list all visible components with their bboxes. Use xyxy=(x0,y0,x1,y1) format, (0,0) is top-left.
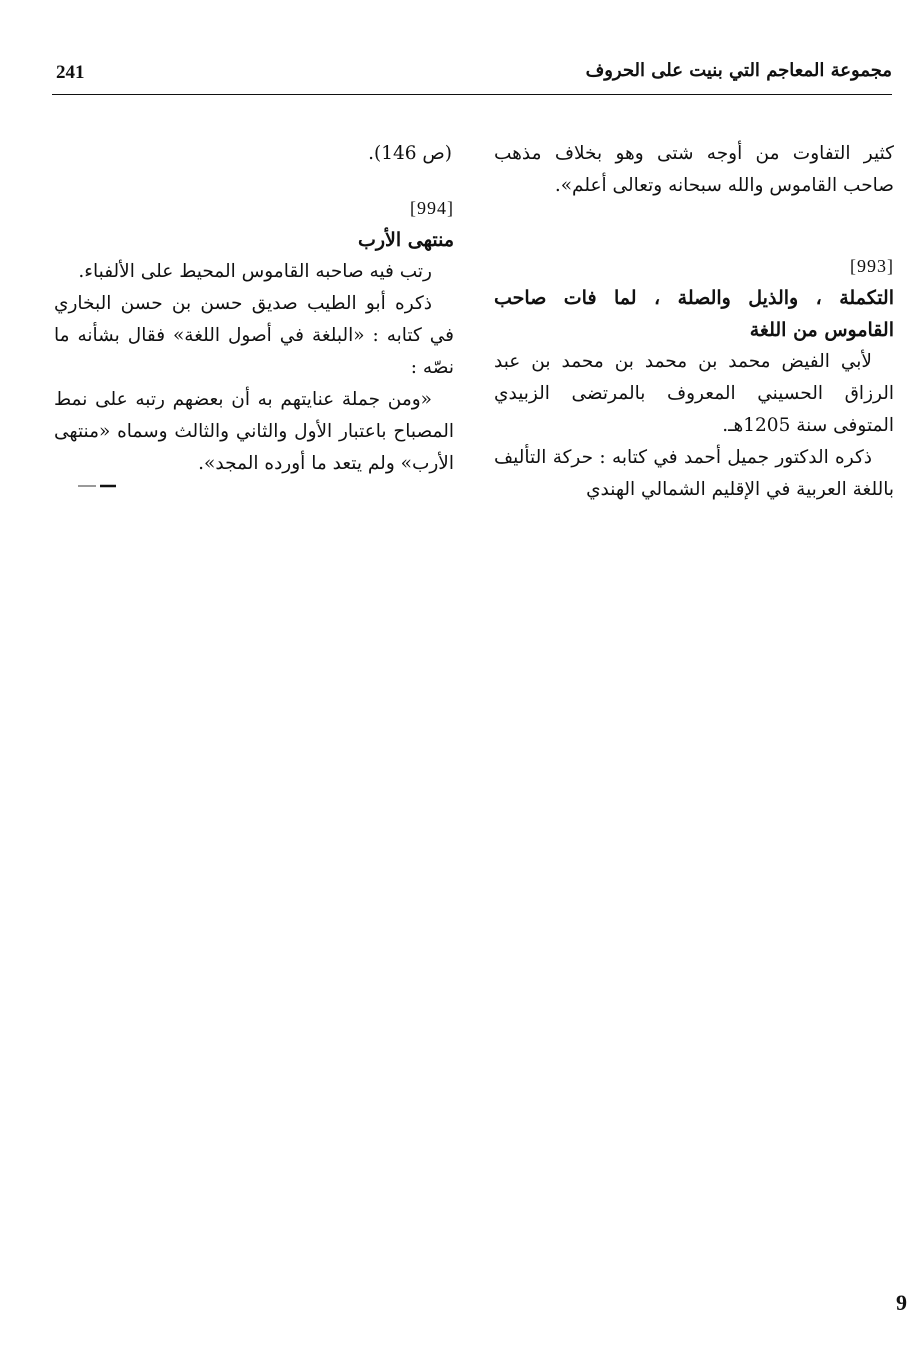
left-column xyxy=(54,138,454,480)
entry-number-994: [994] xyxy=(410,198,454,218)
entry-line-994-2: ذكره أبو الطيب صديق حسن بن حسن البخاري في كتابه : «البلغة في أصول اللغة» فقال بشأنه ما نصّه : xyxy=(54,293,454,378)
page-header xyxy=(52,56,892,95)
page-number: 241 xyxy=(56,62,85,83)
running-title: مجموعة المعاجم التي بنيت على الحروف xyxy=(585,60,892,81)
end-ornament xyxy=(78,484,118,488)
entry-author-993: لأبي الفيض محمد بن محمد بن محمد بن عبد الرزاق الحسيني المعروف بالمرتضى الزبيدي المتوفى سنة 1205هـ. xyxy=(494,351,894,436)
entry-title-994: منتهى الأرب xyxy=(357,229,454,251)
page-citation: (ص 146). xyxy=(368,143,452,164)
corner-mark: 9 xyxy=(896,1290,907,1315)
right-column xyxy=(494,138,894,506)
entry-title-993: التكملة ، والذيل والصلة ، لما فات صاحب القاموس من اللغة xyxy=(494,287,894,341)
entry-number-993: [993] xyxy=(850,256,894,276)
entry-line-994-1: رتب فيه صاحبه القاموس المحيط على الألفباء. xyxy=(78,261,432,282)
continuation-text: كثير التفاوت من أوجه شتى وهو بخلاف مذهب صاحب القاموس والله سبحانه وتعالى أعلم». xyxy=(494,143,894,196)
entry-quote-994: «ومن جملة عنايتهم به أن بعضهم رتبه على نمط المصباح باعتبار الأول والثاني والثالث وسماه «منتهى الأرب» ولم يتعد ما أورده المجد». xyxy=(54,389,454,474)
spacer xyxy=(494,202,894,230)
entry-mention-993: ذكره الدكتور جميل أحمد في كتابه : حركة التأليف باللغة العربية في الإقليم الشمالي الهندي xyxy=(494,447,894,500)
